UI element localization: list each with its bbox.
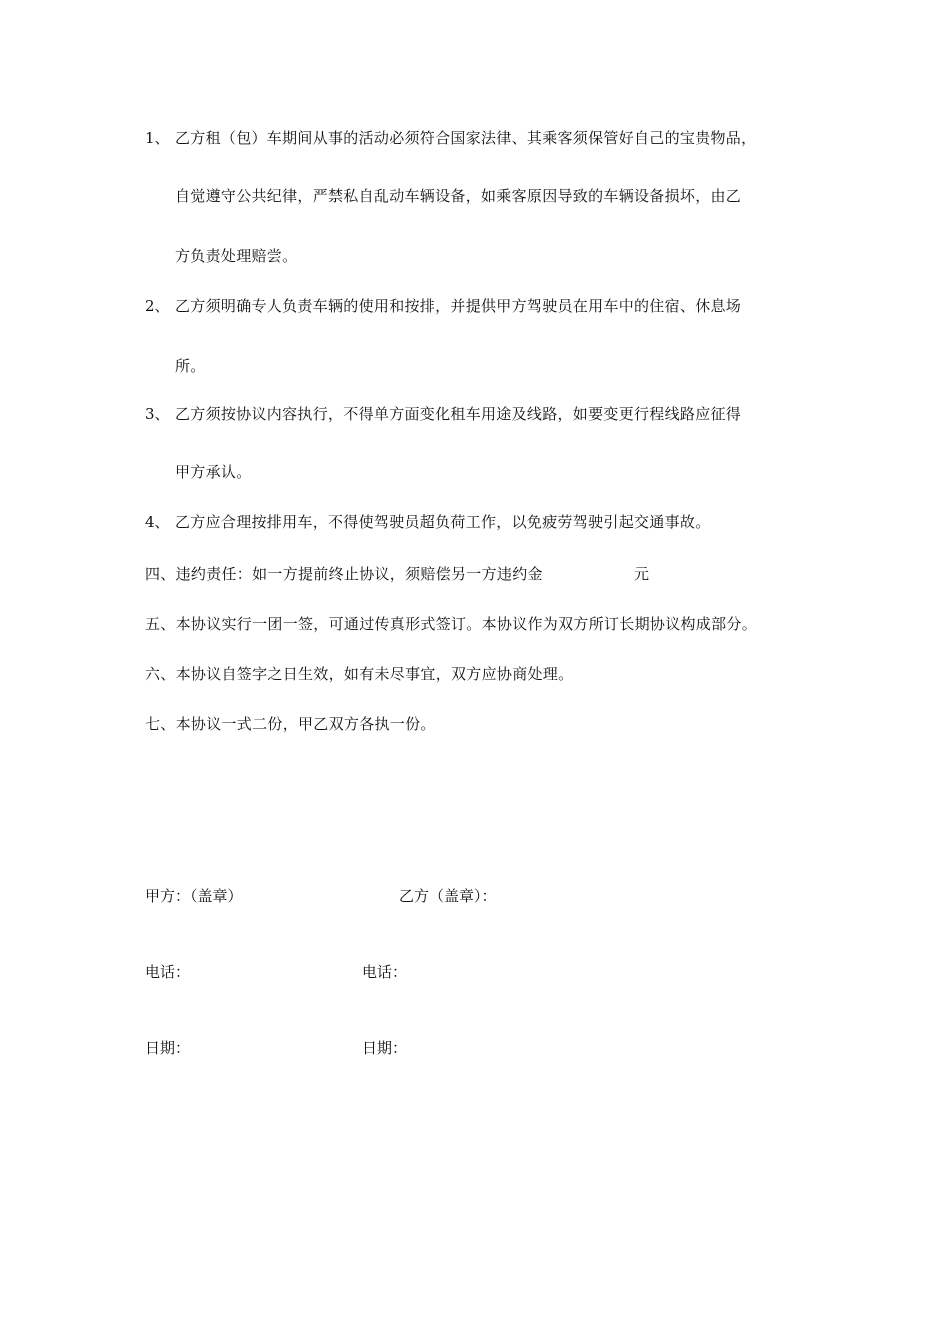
clause-five: 五、本协议实行一团一签，可通过传真形式签订。本协议作为双方所订长期协议构成部分。 xyxy=(145,615,758,633)
party-a-phone-label: 电话： xyxy=(145,963,191,981)
party-b-date-label: 日期： xyxy=(362,1039,408,1057)
item-3-number: 3、 xyxy=(145,405,170,423)
item-1-number: 1、 xyxy=(145,129,170,147)
item-4-number: 4、 xyxy=(145,513,170,531)
item-4-line-1: 乙方应合理按排用车，不得使驾驶员超负荷工作，以免疲劳驾驶引起交通事故。 xyxy=(175,513,711,531)
party-b-seal-label: 乙方（盖章）： xyxy=(399,887,497,905)
clause-six: 六、本协议自签字之日生效，如有未尽事宜，双方应协商处理。 xyxy=(145,665,574,683)
item-2-line-1: 乙方须明确专人负责车辆的使用和按排，并提供甲方驾驶员在用车中的住宿、休息场 xyxy=(175,297,742,315)
party-b-phone-label: 电话： xyxy=(362,963,408,981)
item-3-line-1: 乙方须按协议内容执行，不得单方面变化租车用途及线路，如要变更行程线路应征得 xyxy=(175,405,742,423)
clause-seven: 七、本协议一式二份，甲乙双方各执一份。 xyxy=(145,715,436,733)
party-a-seal-label: 甲方：（盖章） xyxy=(145,887,243,905)
item-2-line-2: 所。 xyxy=(175,357,206,375)
item-1-line-3: 方负责处理赔尝。 xyxy=(175,247,298,265)
clause-breach-unit: 元 xyxy=(634,565,650,583)
item-1-line-1: 乙方租（包）车期间从事的活动必须符合国家法律、其乘客须保管好自己的宝贵物品， xyxy=(175,129,757,147)
party-a-date-label: 日期： xyxy=(145,1039,191,1057)
clause-breach: 四、违约责任：如一方提前终止协议，须赔偿另一方违约金 xyxy=(145,565,543,583)
item-2-number: 2、 xyxy=(145,297,170,315)
item-3-line-2: 甲方承认。 xyxy=(175,463,252,481)
item-1-line-2: 自觉遵守公共纪律，严禁私自乱动车辆设备，如乘客原因导致的车辆设备损坏，由乙 xyxy=(175,187,742,205)
